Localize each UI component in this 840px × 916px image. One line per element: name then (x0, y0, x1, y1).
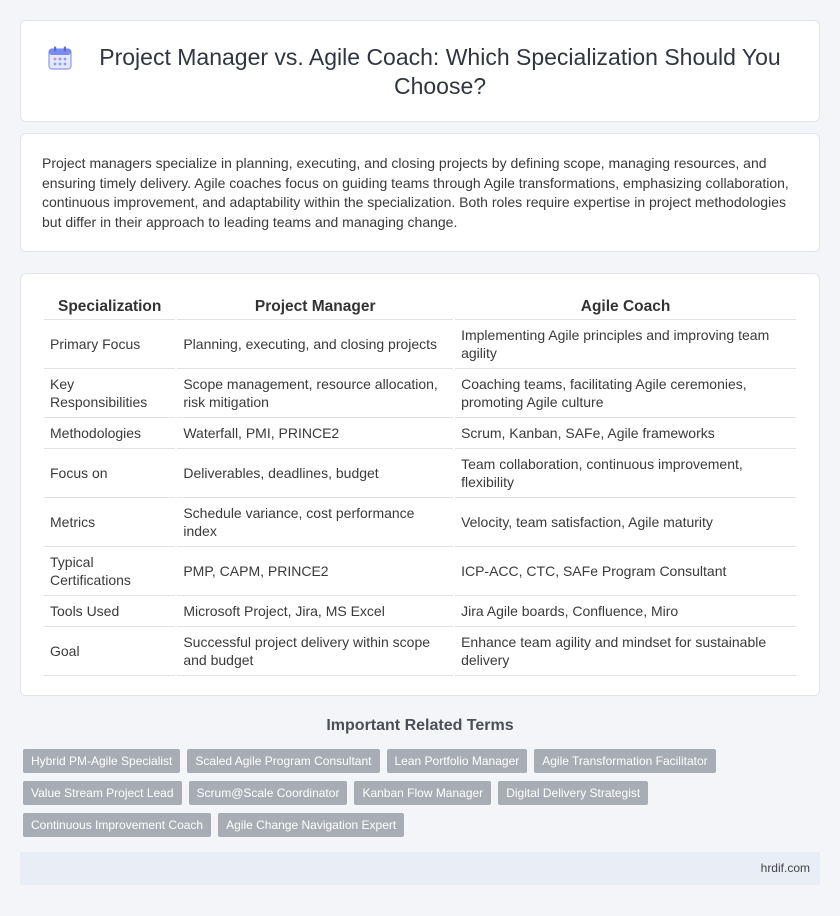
table-cell: Key Responsibilities (44, 369, 175, 418)
column-header-agile-coach: Agile Coach (455, 294, 796, 320)
table-row (44, 418, 796, 449)
table-cell: Methodologies (44, 418, 175, 449)
table-cell: Enhance team agility and mindset for sustainable delivery (455, 627, 796, 676)
related-terms-list (23, 749, 783, 837)
page-title: Project Manager vs. Agile Coach: Which Specialization Should You Choose? (99, 44, 781, 99)
related-term-tag[interactable]: Value Stream Project Lead (23, 781, 182, 805)
table-header-row (44, 294, 796, 320)
column-header-project-manager: Project Manager (177, 294, 453, 320)
table-cell: Waterfall, PMI, PRINCE2 (177, 418, 453, 449)
table-row (44, 627, 796, 676)
table-cell: Planning, executing, and closing projects (177, 320, 453, 369)
table-cell: Typical Certifications (44, 547, 175, 596)
related-term-tag[interactable]: Scaled Agile Program Consultant (187, 749, 379, 773)
table-cell: ICP-ACC, CTC, SAFe Program Consultant (455, 547, 796, 596)
table-row (44, 369, 796, 418)
table-row (44, 596, 796, 627)
related-terms-title: Important Related Terms (326, 717, 514, 734)
table-cell: Focus on (44, 449, 175, 498)
related-term-tag[interactable]: Continuous Improvement Coach (23, 813, 211, 837)
related-term-tag[interactable]: Agile Transformation Facilitator (534, 749, 715, 773)
table-row (44, 449, 796, 498)
related-term-tag[interactable]: Lean Portfolio Manager (387, 749, 528, 773)
table-cell: Scope management, resource allocation, risk mitigation (177, 369, 453, 418)
table-cell: Jira Agile boards, Confluence, Miro (455, 596, 796, 627)
related-term-tag[interactable]: Scrum@Scale Coordinator (189, 781, 348, 805)
table-cell: Schedule variance, cost performance index (177, 498, 453, 547)
column-header-specialization: Specialization (44, 294, 175, 320)
table-cell: Velocity, team satisfaction, Agile maturity (455, 498, 796, 547)
related-term-tag[interactable]: Hybrid PM-Agile Specialist (23, 749, 180, 773)
table-cell: Tools Used (44, 596, 175, 627)
footer-site-link[interactable]: hrdif.com (760, 861, 810, 875)
table-cell: Scrum, Kanban, SAFe, Agile frameworks (455, 418, 796, 449)
table-cell: PMP, CAPM, PRINCE2 (177, 547, 453, 596)
header-card (20, 20, 820, 122)
footer (20, 852, 820, 885)
related-term-tag[interactable]: Digital Delivery Strategist (498, 781, 648, 805)
related-term-tag[interactable]: Agile Change Navigation Expert (218, 813, 404, 837)
intro-card (20, 133, 820, 252)
table-cell: Coaching teams, facilitating Agile ceremonies, promoting Agile culture (455, 369, 796, 418)
intro-paragraph: Project managers specialize in planning, executing, and closing projects by defining scope, managing resources, and ensuring timely delivery. Agile coaches focus on guiding teams through Agile transformations, emphasizing collaboration, continuous improvement, and adaptability within the specialization. Both roles require expertise in project methodologies but differ in their approach to leading teams and managing change. (42, 155, 789, 230)
table-cell: Primary Focus (44, 320, 175, 369)
table-cell: Microsoft Project, Jira, MS Excel (177, 596, 453, 627)
comparison-table (42, 294, 798, 676)
table-cell: Successful project delivery within scope and budget (177, 627, 453, 676)
table-cell: Implementing Agile principles and improving team agility (455, 320, 796, 369)
table-cell: Metrics (44, 498, 175, 547)
table-row (44, 320, 796, 369)
table-row (44, 498, 796, 547)
related-term-tag[interactable]: Kanban Flow Manager (354, 781, 491, 805)
comparison-card (20, 273, 820, 696)
table-row (44, 547, 796, 596)
table-cell: Team collaboration, continuous improvement, flexibility (455, 449, 796, 498)
calendar-icon (47, 43, 73, 76)
table-cell: Deliverables, deadlines, budget (177, 449, 453, 498)
table-cell: Goal (44, 627, 175, 676)
